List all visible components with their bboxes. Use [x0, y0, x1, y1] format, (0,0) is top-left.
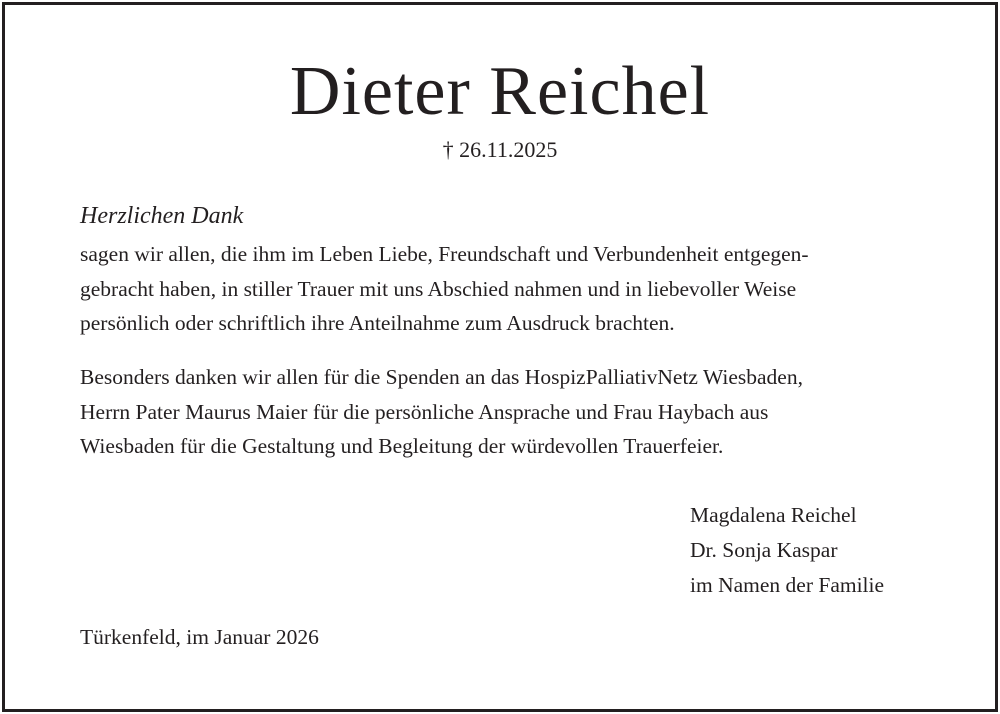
- thanks-heading: Herzlichen Dank: [80, 203, 244, 229]
- death-date: † 26.11.2025: [442, 137, 558, 162]
- deceased-name: Dieter Reichel: [289, 53, 711, 130]
- paragraph-line: Herrn Pater Maurus Maier für die persönliche Ansprache und Frau Haybach aus: [80, 399, 769, 424]
- paragraph-line: sagen wir allen, die ihm im Leben Liebe, Freundschaft und Verbundenheit entgegen-: [80, 242, 809, 266]
- signer-name: Dr. Sonja Kaspar: [690, 538, 838, 562]
- thanks-paragraph: [80, 237, 960, 341]
- paragraph-line: gebracht haben, in stiller Trauer mit uns Abschied nahmen und in liebevoller Weise: [80, 276, 797, 301]
- place-and-date: Türkenfeld, im Januar 2026: [80, 625, 319, 649]
- paragraph-line: Besonders danken wir allen für die Spenden an das HospizPalliativNetz Wiesbaden,: [80, 365, 803, 389]
- signer-name: Magdalena Reichel: [690, 503, 857, 527]
- paragraph-line: Wiesbaden für die Gestaltung und Begleitung der würdevollen Trauerfeier.: [80, 434, 724, 458]
- paragraph-line: persönlich oder schriftlich ihre Anteilnahme zum Ausdruck brachten.: [80, 311, 675, 335]
- special-thanks-paragraph: [80, 360, 960, 464]
- signer-note: im Namen der Familie: [690, 573, 885, 597]
- signature-block: [690, 498, 884, 603]
